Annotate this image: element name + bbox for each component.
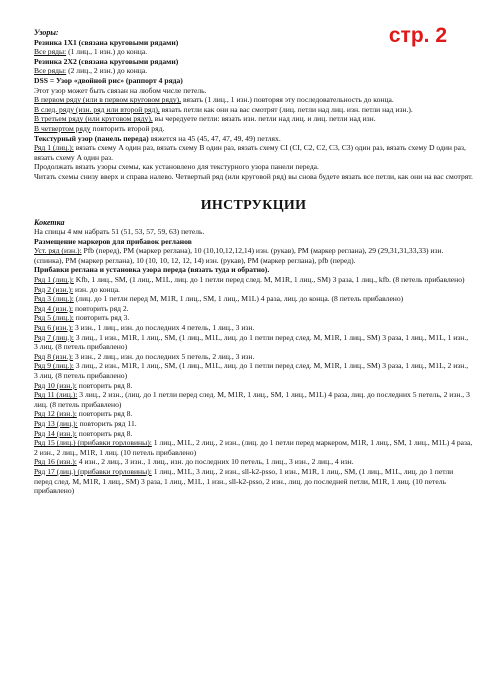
row-item: Ряд 8 (изн.): 3 изн., 2 лиц., изн. до последних 5 петель, 2 лиц., 3 изн. bbox=[34, 351, 255, 361]
row-item: Ряд 6 (изн.): 3 изн., 1 лиц., изн. до последних 4 петель, 1 лиц., 3 изн. bbox=[34, 323, 255, 333]
row-item: Ряд 12 (изн.): повторить ряд 8. bbox=[34, 409, 133, 419]
patterns-heading: Узоры: bbox=[34, 28, 59, 37]
row-item: Ряд 13 (лиц.): повторить ряд 11. bbox=[34, 418, 137, 428]
row-item: Ряд 17 (лиц.) (прибавки горловины): 1 лиц., M1L, 3 лиц., 2 изн., sll-k2-psso, 1 изн., M1R, 1 лиц., SM, (1 лиц., M1L, лиц. до 1 петли перед след. M, M1R, 1 лиц., SM) 3 раза, 1 лиц., M1L, 1 изн., sll-k2-psso, 2 изн., лиц. до последней петли, M1R, 1 лиц. (10 петель прибавлено) bbox=[34, 466, 454, 496]
dss-row1: В первом ряду (или в первом круговом ряду), вязать (1 лиц., 1 изн.) повторяя эту последовательность до конца. bbox=[34, 95, 394, 105]
row-item: Ряд 7 (лиц.): 3 лиц., 1 изн., M1R, 1 лиц., SM, (1 лиц., M1L, лиц. до 1 петли перед след. M, M1R, 1 лиц., SM) 3 раза, 1 лиц., M1L, 1 изн., 3 лиц. (8 петель прибавлено) bbox=[34, 332, 469, 352]
raglan-heading: Прибавки реглана и установка узора переда (вязать туда и обратно). bbox=[34, 265, 270, 275]
dss-title: DSS = Узор «двойной рис» (раппорт 4 ряда) bbox=[34, 75, 183, 85]
rib1-rows: Все ряды: (1 лиц., 1 изн.) до конца. bbox=[34, 47, 148, 57]
texture-line3: Читать схемы снизу вверх и справа налево. Четвертый ряд (или круговой ряд) вы снова будете вязать все петли, как они на вас смотрят. bbox=[34, 171, 473, 181]
row-item: Ряд 2 (изн.): изн. до конца. bbox=[34, 284, 120, 294]
row-item: Ряд 1 (лиц.): Kfb, 1 лиц., SM, (1 лиц., M1L, лиц. до 1 петли перед след. M, M1R, 1 лиц., SM) 3 раза, 1 лиц., kfb. (8 петель прибавлено) bbox=[34, 275, 465, 285]
patterns-section bbox=[34, 28, 473, 182]
instructions-section bbox=[34, 218, 473, 496]
row-item: Ряд 5 (лиц.): повторить ряд 3. bbox=[34, 313, 130, 323]
dss-row2: В след. ряду (изн. ряд или второй ряд), вязать петли как они на вас смотрят (лиц. петли над лиц. изн. петли над изн.). bbox=[34, 104, 413, 114]
instructions-title: ИНСТРУКЦИИ bbox=[200, 197, 307, 213]
row-item: Ряд 15 (лиц.) (прибавки горловины): 1 лиц., M1L, 2 лиц., 2 изн., (лиц. до 1 петли перед маркером, M1R, 1 лиц., SM, 1 лиц., M1L) 4 раза, 2 изн., 2 лиц., M1R, 1 лиц. (10 петель прибавлено) bbox=[34, 438, 473, 457]
rib2-title: Резинка 2Х2 (связана круговыми рядами) bbox=[34, 56, 179, 66]
dss-row3: В третьем ряду (или круговом ряду), вы чередуете петли: вязать изн. петли над лиц. и лиц. петли над изн. bbox=[34, 114, 376, 124]
row-item: Ряд 10 (изн.): повторить ряд 8. bbox=[34, 380, 133, 390]
markers-heading: Размещение маркеров для прибавок регланов bbox=[34, 236, 192, 246]
yoke-heading: Кокетка bbox=[34, 217, 65, 227]
row-item: Ряд 9 (лиц.): 3 лиц., 2 изн., M1R, 1 лиц., SM, (1 лиц., M1L, лиц. до 1 петли перед след. M, M1R, 1 лиц., SM) 3 раза, 1 лиц., M1L, 2 изн., 3 лиц. (8 петель прибавлено) bbox=[34, 361, 469, 380]
dss-row4: В четвертом ряду повторить второй ряд. bbox=[34, 123, 165, 133]
dss-line1: Этот узор может быть связан на любом числе петель. bbox=[34, 85, 207, 95]
texture-title: Текстурный узор (панель переда) вяжется на 45 (45, 47, 47, 49, 49) петлях. bbox=[34, 133, 281, 143]
cast-on-text: На спицы 4 мм набрать 51 (51, 53, 57, 59, 63) петель. bbox=[34, 227, 205, 237]
row-item: Ряд 16 (изн.): 4 изн., 2 лиц., 3 изн., 1 лиц., изн. до последних 10 петель, 1 лиц., 3 изн., 2 лиц., 4 изн. bbox=[34, 457, 354, 467]
setup-row: Уст. ряд (изн.): Pfb (перед), PM (маркер реглана), 10 (10,10,12,12,14) изн. (рукав), PM (маркер реглана), 29 (29,31,31,33,33) изн. (спинка), PM (маркер реглана), 10 (10, 10, 12, 12, 14) изн. (рукав), PM (маркер реглана), pfb (перед). bbox=[34, 246, 444, 265]
row-item: Ряд 4 (изн.): повторить ряд 2. bbox=[34, 303, 129, 313]
texture-line2: Продолжать вязать узоры схемы, как установлено для текстурного узора панели переда. bbox=[34, 162, 319, 172]
rib1-title: Резинка 1Х1 (связана круговыми рядами) bbox=[34, 37, 179, 47]
page-number: стр. 2 bbox=[388, 24, 447, 47]
rows-list bbox=[34, 275, 473, 496]
rib2-rows: Все ряды: (2 лиц., 2 изн.) до конца. bbox=[34, 66, 148, 76]
row-item: Ряд 3 (лиц.): (лиц. до 1 петли перед M, M1R, 1 лиц., SM, 1 лиц., M1L) 4 раза, лиц. до конца. (8 петель прибавлено) bbox=[34, 294, 404, 304]
texture-row1: Ряд 1 (лиц.): вязать схему A один раз, вязать схему B один раз, вязать схему CI (CI, C2, C2, C3, C3) один раз, вязать схему D один раз, вязать схему A один раз. bbox=[34, 143, 466, 162]
row-item: Ряд 14 (изн.): повторить ряд 8. bbox=[34, 428, 133, 438]
row-item: Ряд 11 (лиц.): 3 лиц., 2 изн., (лиц. до 1 петли перед след. M, M1R, 1 лиц., SM, 1 лиц., M1L) 4 раза, лиц. до последних 5 петель, 2 изн., 3 лиц. (8 петель прибавлено) bbox=[34, 390, 470, 409]
